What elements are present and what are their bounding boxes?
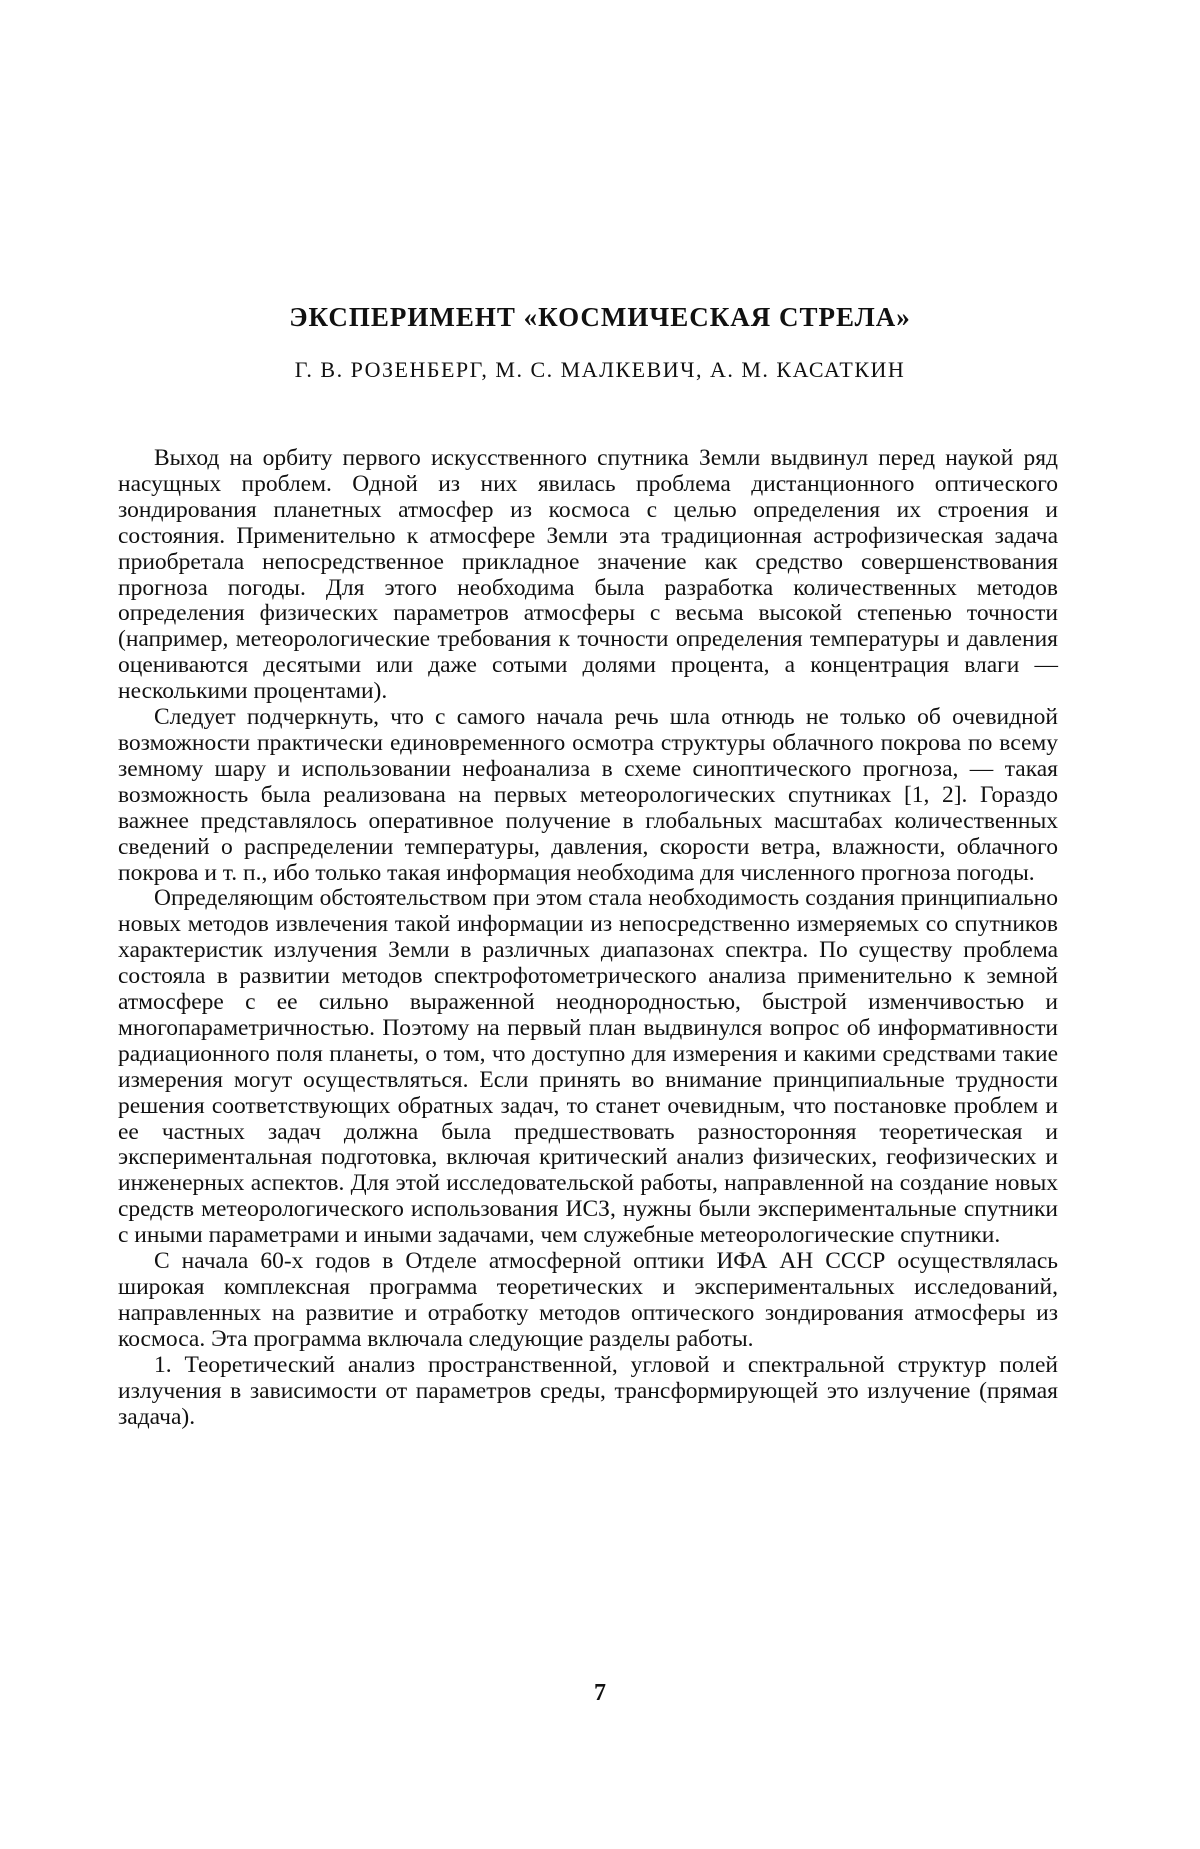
page-number: 7 xyxy=(594,1680,606,1706)
article-body xyxy=(118,446,1058,1430)
article-title: ЭКСПЕРИМЕНТ «КОСМИЧЕСКАЯ СТРЕЛА» xyxy=(289,302,911,332)
paragraph: 1. Теоретический анализ пространственной, угловой и спектральной структур полей излучения в зависимости от параметров среды, трансформирующей это излучение (прямая задача). xyxy=(118,1351,1058,1430)
paragraph: Определяющим обстоятельством при этом стала необходимость создания принципиально новых методов извлечения такой информации из непосредственно измеряемых со спутников характеристик излучения Земли в различных диапазонах спектра. По существу проблема состояла в развитии методов спектрофотометрического анализа применительно к земной атмосфере с ее сильно выраженной неоднородностью, быстрой изменчивостью и многопараметричностью. Поэтому на первый план выдвинулся вопрос об информативности радиационного поля планеты, о том, что доступно для измерения и какими средствами такие измерения могут осуществляться. Если принять во внимание принципиальные трудности решения соответствующих обратных задач, то станет очевидным, что постановке проблем и ее частных задач должна была предшествовать разносторонняя теоретическая и экспериментальная подготовка, включая критический анализ физических, геофизических и инженерных аспектов. Для этой исследовательской работы, направленной на создание новых средств метеорологического использования ИСЗ, нужны были экспериментальные спутники с иными параметрами и иными задачами, чем служебные метеорологические спутники. xyxy=(118,885,1058,1249)
paragraph: Следует подчеркнуть, что с самого начала речь шла отнюдь не только об очевидной возможности практически единовременного осмотра структуры облачного покрова по всему земному шару и использовании нефоанализа в схеме синоптического прогноза, — такая возможность была реализована на первых метеорологических спутниках [1, 2]. Гораздо важнее представлялось оперативное получение в глобальных масштабах количественных сведений о распределении температуры, давления, скорости ветра, влажности, облачного покрова и т. п., ибо только такая информация необходима для численного прогноза погоды. xyxy=(118,704,1058,886)
paragraph: Выход на орбиту первого искусственного спутника Земли выдвинул перед наукой ряд насущных проблем. Одной из них явилась проблема дистанционного оптического зондирования планетных атмосфер из космоса с целью определения их строения и состояния. Применительно к атмосфере Земли эта традиционная астрофизическая задача приобретала непосредственное прикладное значение как средство совершенствования прогноза погоды. Для этого необходима была разработка количественных методов определения физических параметров атмосферы с весьма высокой степенью точности (например, метеорологические требования к точности определения температуры и давления оцениваются десятыми или даже сотыми долями процента, а концентрация влаги — несколькими процентами). xyxy=(118,445,1058,705)
paragraph: С начала 60-х годов в Отделе атмосферной оптики ИФА АН СССР осуществлялась широкая комплексная программа теоретических и экспериментальных исследований, направленных на развитие и отработку методов оптического зондирования атмосферы из космоса. Эта программа включала следующие разделы работы. xyxy=(118,1248,1058,1352)
article-authors: Г. В. РОЗЕНБЕРГ, М. С. МАЛКЕВИЧ, А. М. КАСАТКИН xyxy=(294,357,906,382)
